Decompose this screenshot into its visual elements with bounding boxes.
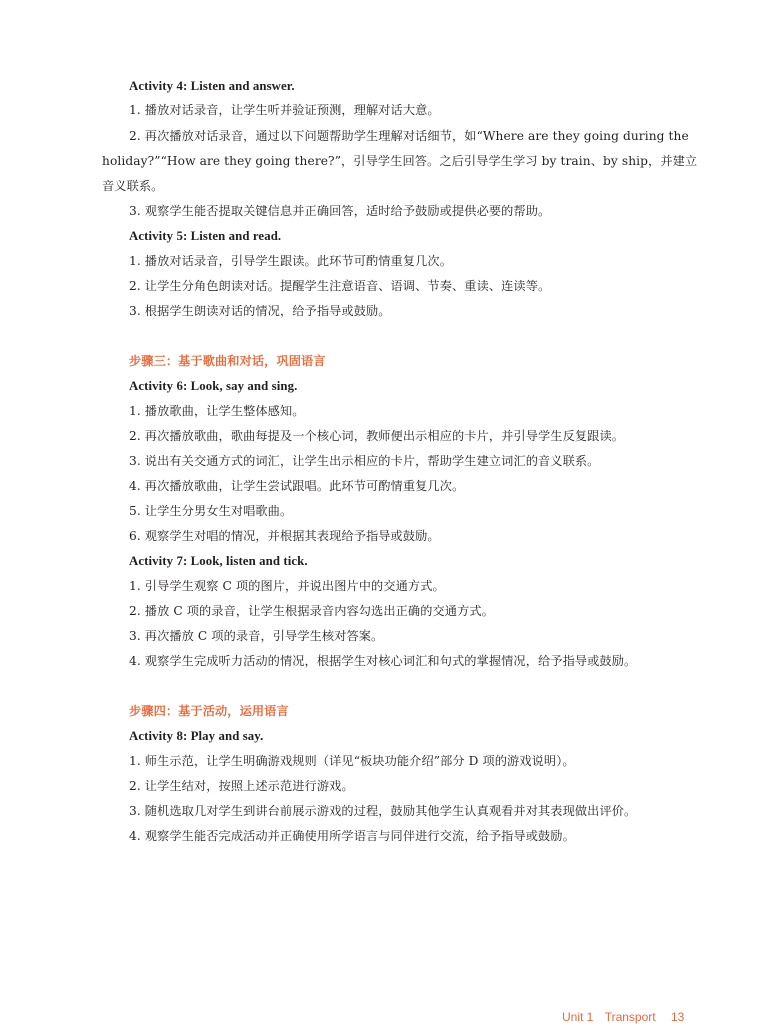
activity-8-title: Activity 8: Play and say. [129,729,264,743]
section-3-heading: 步骤三：基于歌曲和对话，巩固语言 [129,354,326,368]
activity-5-step-3: 3. 根据学生朗读对话的情况，给予指导或鼓励。 [129,304,391,318]
activity-7-step-1: 1. 引导学生观察 C 项的图片，并说出图片中的交通方式。 [129,579,445,593]
activity-5-title: Activity 5: Listen and read. [129,229,282,243]
page-footer [562,1010,684,1024]
activity-4-step-2-line-1: 2. 再次播放对话录音，通过以下问题帮助学生理解对话细节，如“Where are they going during the [129,129,689,143]
activity-4-step-1: 1. 播放对话录音，让学生听并验证预测，理解对话大意。 [129,103,440,117]
footer-title: Transport [604,1010,656,1024]
activity-6-step-1: 1. 播放歌曲，让学生整体感知。 [129,404,305,418]
activity-4-step-2-line-3: 音义联系。 [102,179,164,193]
activity-8-step-2: 2. 让学生结对，按照上述示范进行游戏。 [129,779,354,793]
footer-unit: Unit 1 [562,1010,594,1024]
activity-5-step-2: 2. 让学生分角色朗读对话。提醒学生注意语音、语调、节奏、重读、连读等。 [129,279,551,293]
section-4-heading: 步骤四：基于活动，运用语言 [129,704,289,718]
activity-7-step-3: 3. 再次播放 C 项的录音，引导学生核对答案。 [129,629,384,643]
activity-7-title: Activity 7: Look, listen and tick. [129,554,308,568]
activity-4-title: Activity 4: Listen and answer. [129,79,295,93]
activity-5-step-1: 1. 播放对话录音，引导学生跟读。此环节可酌情重复几次。 [129,254,452,268]
activity-6-step-3: 3. 说出有关交通方式的词汇，让学生出示相应的卡片，帮助学生建立词汇的音义联系。 [129,454,600,468]
activity-8-step-1: 1. 师生示范，让学生明确游戏规则（详见“板块功能介绍”部分 D 项的游戏说明）。 [129,754,575,768]
activity-8-step-4: 4. 观察学生能否完成活动并正确使用所学语言与同伴进行交流，给予指导或鼓励。 [129,829,575,843]
activity-7-step-4: 4. 观察学生完成听力活动的情况，根据学生对核心词汇和句式的掌握情况，给予指导或鼓励。 [129,654,637,668]
activity-6-step-5: 5. 让学生分男女生对唱歌曲。 [129,504,293,518]
activity-6-step-4: 4. 再次播放歌曲，让学生尝试跟唱。此环节可酌情重复几次。 [129,479,465,493]
footer-page-number: 13 [670,1010,685,1024]
activity-6-step-2: 2. 再次播放歌曲，歌曲每提及一个核心词，教师便出示相应的卡片，并引导学生反复跟读。 [129,429,625,443]
activity-4-step-3: 3. 观察学生能否提取关键信息并正确回答，适时给予鼓励或提供必要的帮助。 [129,204,551,218]
activity-6-step-6: 6. 观察学生对唱的情况，并根据其表现给予指导或鼓励。 [129,529,440,543]
activity-7-step-2: 2. 播放 C 项的录音，让学生根据录音内容勾选出正确的交通方式。 [129,604,494,618]
activity-4-step-2-line-2: holiday?”“How are they going there?”，引导学生回答。之后引导学生学习 by train、by ship，并建立 [102,154,698,168]
activity-8-step-3: 3. 随机选取几对学生到讲台前展示游戏的过程，鼓励其他学生认真观看并对其表现做出评价。 [129,804,637,818]
activity-6-title: Activity 6: Look, say and sing. [129,379,298,393]
